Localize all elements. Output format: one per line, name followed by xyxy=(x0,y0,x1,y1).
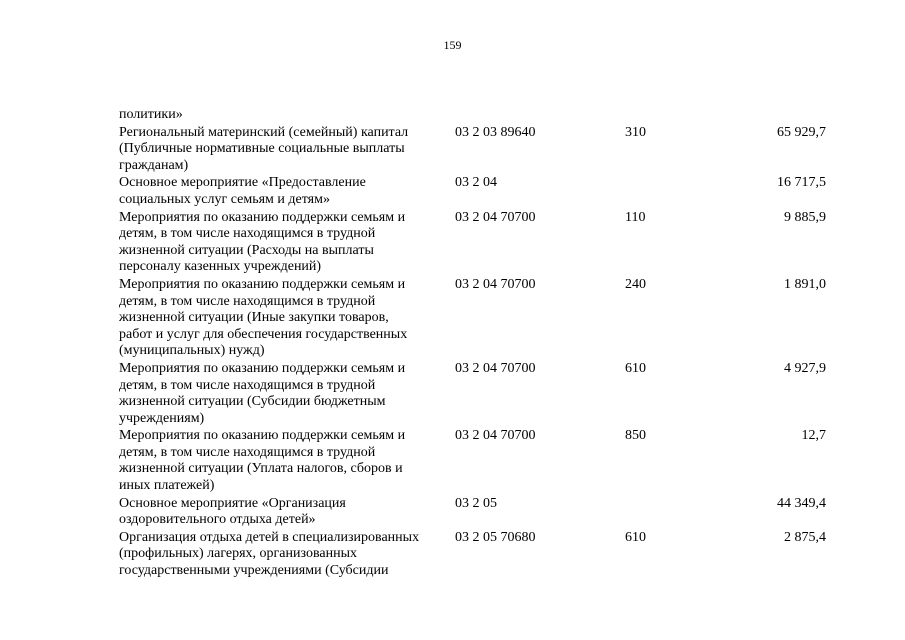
table-row xyxy=(119,107,829,124)
row-expense-type: 850 xyxy=(625,428,646,444)
row-amount: 2 875,4 xyxy=(784,529,826,545)
row-amount: 1 891,0 xyxy=(784,276,826,292)
row-description: Основное мероприятие «Предоставление социальных услуг семьям и детям» xyxy=(119,175,366,207)
row-description: Мероприятия по оказанию поддержки семьям и детям, в том числе находящимся в трудной жизненной ситуации (Уплата налогов, сборов и иных платежей) xyxy=(119,428,406,494)
table-row xyxy=(119,530,829,580)
row-expense-type: 610 xyxy=(625,360,646,376)
row-description: Мероприятия по оказанию поддержки семьям и детям, в том числе находящимся в трудной жизненной ситуации (Иные закупки товаров, работ и услуг для обеспечения государственных (муниципальных) нужд) xyxy=(119,276,408,359)
row-expense-type: 110 xyxy=(625,209,646,225)
page-number: 159 xyxy=(443,38,462,52)
row-expense-type: 240 xyxy=(625,276,646,292)
row-expense-type: 310 xyxy=(625,124,646,140)
row-description: Мероприятия по оказанию поддержки семьям и детям, в том числе находящимся в трудной жизненной ситуации (Субсидии бюджетным учреждениям) xyxy=(119,360,406,426)
row-amount: 4 927,9 xyxy=(784,360,826,376)
row-code: 03 2 04 xyxy=(455,175,497,191)
row-code: 03 2 04 70700 xyxy=(455,209,536,225)
row-description: политики» xyxy=(119,107,183,122)
row-code: 03 2 04 70700 xyxy=(455,360,536,376)
row-amount: 44 349,4 xyxy=(777,495,826,511)
row-description: Региональный материнский (семейный) капитал (Публичные нормативные социальные выплаты гражданам) xyxy=(119,124,409,173)
row-amount: 12,7 xyxy=(801,428,826,444)
row-amount: 16 717,5 xyxy=(777,175,826,191)
row-code: 03 2 05 xyxy=(455,495,497,511)
table-row xyxy=(119,125,829,175)
row-code: 03 2 03 89640 xyxy=(455,124,536,140)
table-row xyxy=(119,428,829,494)
row-code: 03 2 04 70700 xyxy=(455,276,536,292)
budget-table xyxy=(119,107,829,581)
row-description: Организация отдыха детей в специализированных (профильных) лагерях, организованных государственными учреждениями (Субсидии xyxy=(119,529,420,579)
row-code: 03 2 04 70700 xyxy=(455,428,536,444)
table-row xyxy=(119,361,829,427)
table-row xyxy=(119,210,829,276)
row-description: Мероприятия по оказанию поддержки семьям и детям, в том числе находящимся в трудной жизненной ситуации (Расходы на выплаты персоналу казенных учреждений) xyxy=(119,209,406,275)
row-expense-type: 610 xyxy=(625,529,646,545)
table-row xyxy=(119,496,829,529)
table-row xyxy=(119,175,829,208)
row-amount: 9 885,9 xyxy=(784,209,826,225)
row-amount: 65 929,7 xyxy=(777,124,826,140)
table-row xyxy=(119,277,829,360)
row-code: 03 2 05 70680 xyxy=(455,529,536,545)
row-description: Основное мероприятие «Организация оздоровительного отдыха детей» xyxy=(119,495,346,528)
